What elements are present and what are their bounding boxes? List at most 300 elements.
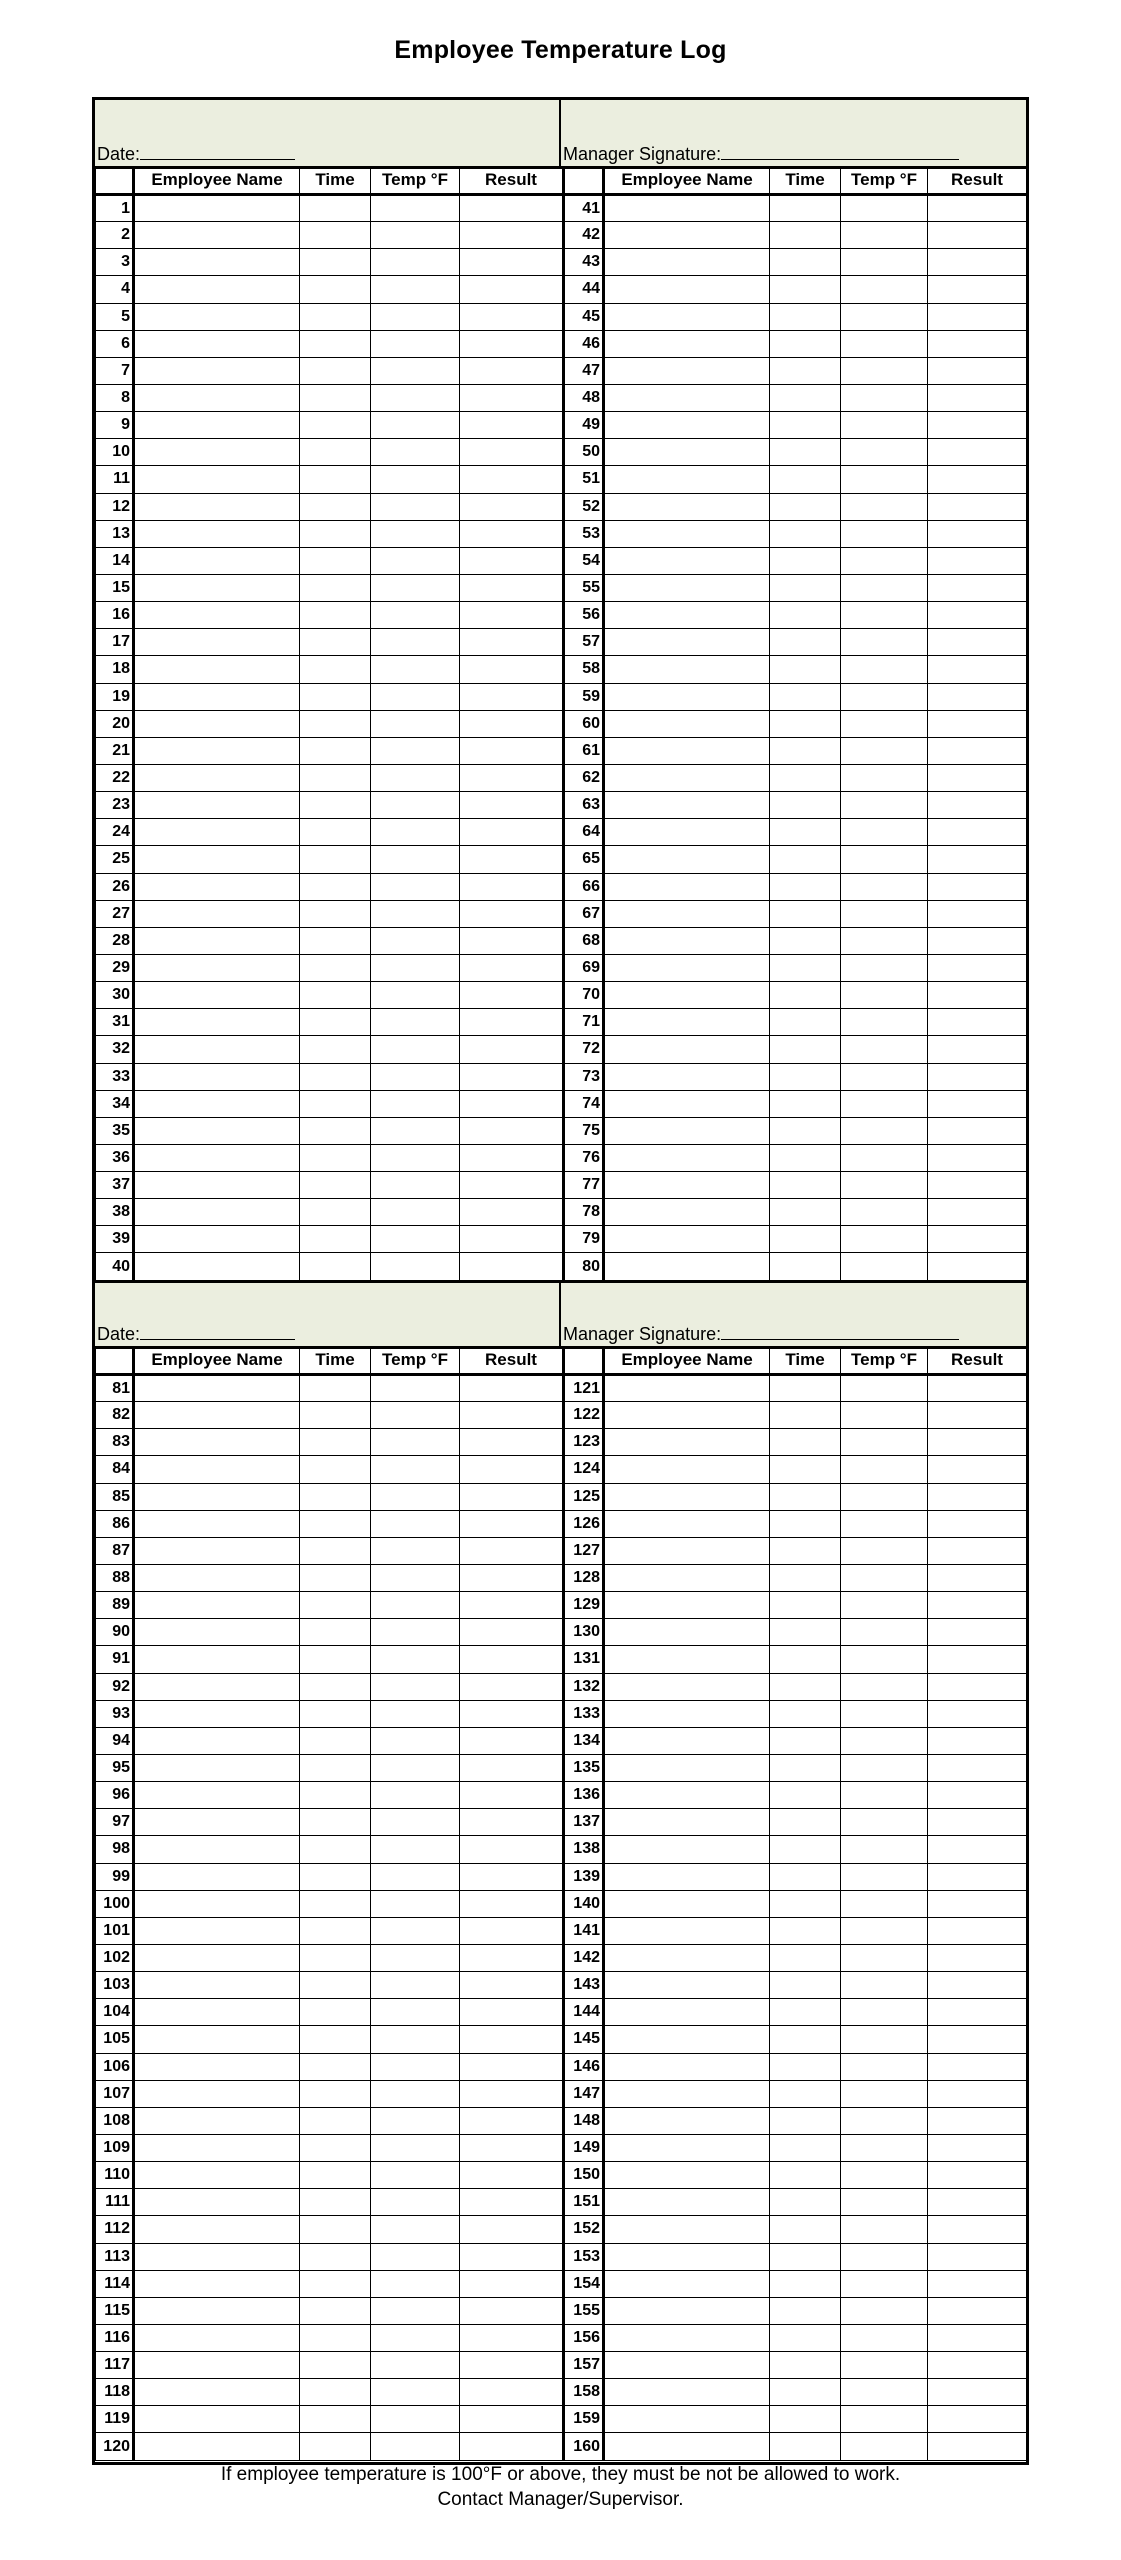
result-cell[interactable]	[928, 1510, 1027, 1537]
temp-cell[interactable]	[841, 737, 928, 764]
employee-name-cell[interactable]	[604, 1673, 770, 1700]
temp-cell[interactable]	[841, 1063, 928, 1090]
result-cell[interactable]	[928, 2080, 1027, 2107]
temp-cell[interactable]	[371, 249, 460, 276]
manager-signature-field[interactable]	[721, 1324, 959, 1340]
result-cell[interactable]	[460, 2080, 564, 2107]
result-cell[interactable]	[460, 2324, 564, 2351]
time-cell[interactable]	[770, 1972, 841, 1999]
temp-cell[interactable]	[371, 222, 460, 249]
temp-cell[interactable]	[371, 1117, 460, 1144]
temp-cell[interactable]	[841, 2189, 928, 2216]
employee-name-cell[interactable]	[134, 1375, 300, 1402]
time-cell[interactable]	[770, 2216, 841, 2243]
temp-cell[interactable]	[371, 1253, 460, 1280]
temp-cell[interactable]	[371, 1036, 460, 1063]
employee-name-cell[interactable]	[134, 683, 300, 710]
employee-name-cell[interactable]	[604, 656, 770, 683]
employee-name-cell[interactable]	[604, 2379, 770, 2406]
result-cell[interactable]	[460, 1809, 564, 1836]
time-cell[interactable]	[770, 1009, 841, 1036]
time-cell[interactable]	[300, 954, 371, 981]
time-cell[interactable]	[300, 1619, 371, 1646]
result-cell[interactable]	[928, 2053, 1027, 2080]
result-cell[interactable]	[928, 1402, 1027, 1429]
time-cell[interactable]	[770, 2379, 841, 2406]
temp-cell[interactable]	[841, 2216, 928, 2243]
temp-cell[interactable]	[841, 2352, 928, 2379]
result-cell[interactable]	[928, 384, 1027, 411]
temp-cell[interactable]	[841, 547, 928, 574]
temp-cell[interactable]	[841, 574, 928, 601]
time-cell[interactable]	[770, 656, 841, 683]
employee-name-cell[interactable]	[134, 1226, 300, 1253]
employee-name-cell[interactable]	[604, 195, 770, 222]
result-cell[interactable]	[928, 2352, 1027, 2379]
temp-cell[interactable]	[841, 1727, 928, 1754]
result-cell[interactable]	[928, 1036, 1027, 1063]
temp-cell[interactable]	[841, 2406, 928, 2433]
result-cell[interactable]	[928, 1700, 1027, 1727]
time-cell[interactable]	[770, 1253, 841, 1280]
result-cell[interactable]	[928, 1199, 1027, 1226]
result-cell[interactable]	[928, 1483, 1027, 1510]
temp-cell[interactable]	[371, 1700, 460, 1727]
employee-name-cell[interactable]	[134, 2107, 300, 2134]
time-cell[interactable]	[300, 1944, 371, 1971]
result-cell[interactable]	[460, 819, 564, 846]
temp-cell[interactable]	[841, 1144, 928, 1171]
result-cell[interactable]	[460, 927, 564, 954]
employee-name-cell[interactable]	[604, 1402, 770, 1429]
time-cell[interactable]	[300, 1402, 371, 1429]
temp-cell[interactable]	[371, 737, 460, 764]
temp-cell[interactable]	[371, 330, 460, 357]
temp-cell[interactable]	[371, 602, 460, 629]
employee-name-cell[interactable]	[604, 1144, 770, 1171]
result-cell[interactable]	[928, 2379, 1027, 2406]
employee-name-cell[interactable]	[604, 900, 770, 927]
employee-name-cell[interactable]	[134, 2216, 300, 2243]
time-cell[interactable]	[300, 1172, 371, 1199]
employee-name-cell[interactable]	[134, 1144, 300, 1171]
employee-name-cell[interactable]	[134, 303, 300, 330]
result-cell[interactable]	[460, 2270, 564, 2297]
temp-cell[interactable]	[841, 1537, 928, 1564]
temp-cell[interactable]	[371, 493, 460, 520]
time-cell[interactable]	[770, 2080, 841, 2107]
result-cell[interactable]	[460, 1375, 564, 1402]
temp-cell[interactable]	[841, 384, 928, 411]
time-cell[interactable]	[300, 792, 371, 819]
employee-name-cell[interactable]	[604, 2406, 770, 2433]
temp-cell[interactable]	[371, 2189, 460, 2216]
employee-name-cell[interactable]	[134, 710, 300, 737]
result-cell[interactable]	[928, 1144, 1027, 1171]
result-cell[interactable]	[928, 1836, 1027, 1863]
time-cell[interactable]	[300, 2162, 371, 2189]
time-cell[interactable]	[300, 1375, 371, 1402]
employee-name-cell[interactable]	[604, 1782, 770, 1809]
result-cell[interactable]	[460, 792, 564, 819]
employee-name-cell[interactable]	[604, 2026, 770, 2053]
employee-name-cell[interactable]	[604, 764, 770, 791]
temp-cell[interactable]	[371, 1144, 460, 1171]
employee-name-cell[interactable]	[134, 1863, 300, 1890]
employee-name-cell[interactable]	[134, 520, 300, 547]
temp-cell[interactable]	[841, 710, 928, 737]
temp-cell[interactable]	[371, 1673, 460, 1700]
time-cell[interactable]	[770, 819, 841, 846]
temp-cell[interactable]	[841, 1402, 928, 1429]
employee-name-cell[interactable]	[604, 412, 770, 439]
temp-cell[interactable]	[841, 1253, 928, 1280]
time-cell[interactable]	[770, 1809, 841, 1836]
time-cell[interactable]	[770, 792, 841, 819]
employee-name-cell[interactable]	[604, 1836, 770, 1863]
employee-name-cell[interactable]	[604, 2297, 770, 2324]
employee-name-cell[interactable]	[134, 764, 300, 791]
time-cell[interactable]	[300, 1009, 371, 1036]
employee-name-cell[interactable]	[604, 2216, 770, 2243]
result-cell[interactable]	[460, 1090, 564, 1117]
result-cell[interactable]	[928, 683, 1027, 710]
temp-cell[interactable]	[371, 1836, 460, 1863]
employee-name-cell[interactable]	[604, 1510, 770, 1537]
result-cell[interactable]	[928, 1537, 1027, 1564]
temp-cell[interactable]	[841, 2270, 928, 2297]
result-cell[interactable]	[460, 1592, 564, 1619]
temp-cell[interactable]	[371, 873, 460, 900]
time-cell[interactable]	[300, 1537, 371, 1564]
employee-name-cell[interactable]	[604, 1754, 770, 1781]
result-cell[interactable]	[460, 954, 564, 981]
time-cell[interactable]	[770, 710, 841, 737]
result-cell[interactable]	[460, 547, 564, 574]
temp-cell[interactable]	[371, 1782, 460, 1809]
temp-cell[interactable]	[371, 2433, 460, 2460]
time-cell[interactable]	[300, 2216, 371, 2243]
time-cell[interactable]	[770, 2107, 841, 2134]
temp-cell[interactable]	[841, 1226, 928, 1253]
time-cell[interactable]	[770, 1890, 841, 1917]
time-cell[interactable]	[300, 2243, 371, 2270]
result-cell[interactable]	[928, 1646, 1027, 1673]
time-cell[interactable]	[300, 2107, 371, 2134]
employee-name-cell[interactable]	[134, 222, 300, 249]
employee-name-cell[interactable]	[604, 1090, 770, 1117]
temp-cell[interactable]	[371, 1090, 460, 1117]
employee-name-cell[interactable]	[604, 222, 770, 249]
temp-cell[interactable]	[371, 2216, 460, 2243]
time-cell[interactable]	[300, 1456, 371, 1483]
temp-cell[interactable]	[371, 1510, 460, 1537]
time-cell[interactable]	[770, 900, 841, 927]
result-cell[interactable]	[460, 1036, 564, 1063]
result-cell[interactable]	[460, 846, 564, 873]
employee-name-cell[interactable]	[604, 954, 770, 981]
result-cell[interactable]	[928, 2324, 1027, 2351]
time-cell[interactable]	[300, 1063, 371, 1090]
temp-cell[interactable]	[841, 1592, 928, 1619]
temp-cell[interactable]	[371, 1999, 460, 2026]
employee-name-cell[interactable]	[134, 1537, 300, 1564]
employee-name-cell[interactable]	[134, 384, 300, 411]
temp-cell[interactable]	[841, 982, 928, 1009]
result-cell[interactable]	[928, 2026, 1027, 2053]
time-cell[interactable]	[300, 384, 371, 411]
time-cell[interactable]	[300, 927, 371, 954]
employee-name-cell[interactable]	[134, 2080, 300, 2107]
temp-cell[interactable]	[841, 1917, 928, 1944]
employee-name-cell[interactable]	[134, 439, 300, 466]
time-cell[interactable]	[300, 1700, 371, 1727]
time-cell[interactable]	[770, 2297, 841, 2324]
result-cell[interactable]	[460, 1754, 564, 1781]
time-cell[interactable]	[770, 1863, 841, 1890]
result-cell[interactable]	[928, 737, 1027, 764]
time-cell[interactable]	[770, 1456, 841, 1483]
time-cell[interactable]	[770, 520, 841, 547]
employee-name-cell[interactable]	[134, 1944, 300, 1971]
time-cell[interactable]	[770, 1172, 841, 1199]
temp-cell[interactable]	[841, 1754, 928, 1781]
employee-name-cell[interactable]	[604, 1917, 770, 1944]
result-cell[interactable]	[460, 2162, 564, 2189]
employee-name-cell[interactable]	[604, 1199, 770, 1226]
time-cell[interactable]	[300, 1917, 371, 1944]
temp-cell[interactable]	[371, 982, 460, 1009]
time-cell[interactable]	[770, 1700, 841, 1727]
employee-name-cell[interactable]	[134, 1564, 300, 1591]
result-cell[interactable]	[928, 2189, 1027, 2216]
temp-cell[interactable]	[841, 1483, 928, 1510]
result-cell[interactable]	[460, 357, 564, 384]
result-cell[interactable]	[928, 1090, 1027, 1117]
temp-cell[interactable]	[841, 412, 928, 439]
result-cell[interactable]	[460, 1009, 564, 1036]
employee-name-cell[interactable]	[134, 276, 300, 303]
employee-name-cell[interactable]	[604, 873, 770, 900]
temp-cell[interactable]	[371, 520, 460, 547]
temp-cell[interactable]	[371, 1429, 460, 1456]
time-cell[interactable]	[770, 1036, 841, 1063]
temp-cell[interactable]	[371, 846, 460, 873]
time-cell[interactable]	[300, 1483, 371, 1510]
time-cell[interactable]	[770, 574, 841, 601]
result-cell[interactable]	[928, 1863, 1027, 1890]
result-cell[interactable]	[460, 574, 564, 601]
employee-name-cell[interactable]	[604, 1172, 770, 1199]
employee-name-cell[interactable]	[134, 574, 300, 601]
time-cell[interactable]	[770, 466, 841, 493]
temp-cell[interactable]	[371, 1809, 460, 1836]
temp-cell[interactable]	[841, 1890, 928, 1917]
time-cell[interactable]	[770, 1063, 841, 1090]
time-cell[interactable]	[300, 2297, 371, 2324]
employee-name-cell[interactable]	[134, 2189, 300, 2216]
result-cell[interactable]	[928, 1999, 1027, 2026]
temp-cell[interactable]	[841, 466, 928, 493]
employee-name-cell[interactable]	[604, 1253, 770, 1280]
time-cell[interactable]	[770, 764, 841, 791]
temp-cell[interactable]	[841, 2134, 928, 2161]
temp-cell[interactable]	[841, 2026, 928, 2053]
temp-cell[interactable]	[841, 439, 928, 466]
employee-name-cell[interactable]	[134, 1999, 300, 2026]
temp-cell[interactable]	[371, 2162, 460, 2189]
temp-cell[interactable]	[371, 1917, 460, 1944]
employee-name-cell[interactable]	[604, 1036, 770, 1063]
temp-cell[interactable]	[371, 1592, 460, 1619]
result-cell[interactable]	[928, 412, 1027, 439]
result-cell[interactable]	[460, 2297, 564, 2324]
employee-name-cell[interactable]	[134, 873, 300, 900]
result-cell[interactable]	[460, 602, 564, 629]
result-cell[interactable]	[460, 737, 564, 764]
employee-name-cell[interactable]	[604, 1483, 770, 1510]
employee-name-cell[interactable]	[604, 384, 770, 411]
temp-cell[interactable]	[841, 1009, 928, 1036]
time-cell[interactable]	[770, 1510, 841, 1537]
result-cell[interactable]	[460, 1619, 564, 1646]
date-field[interactable]	[140, 1324, 295, 1340]
temp-cell[interactable]	[841, 249, 928, 276]
time-cell[interactable]	[300, 439, 371, 466]
time-cell[interactable]	[300, 1199, 371, 1226]
time-cell[interactable]	[300, 466, 371, 493]
temp-cell[interactable]	[371, 574, 460, 601]
result-cell[interactable]	[460, 1972, 564, 1999]
employee-name-cell[interactable]	[604, 1537, 770, 1564]
temp-cell[interactable]	[841, 683, 928, 710]
result-cell[interactable]	[928, 1619, 1027, 1646]
employee-name-cell[interactable]	[134, 629, 300, 656]
result-cell[interactable]	[928, 710, 1027, 737]
temp-cell[interactable]	[371, 412, 460, 439]
temp-cell[interactable]	[371, 1199, 460, 1226]
result-cell[interactable]	[460, 629, 564, 656]
result-cell[interactable]	[928, 249, 1027, 276]
result-cell[interactable]	[460, 493, 564, 520]
employee-name-cell[interactable]	[134, 1483, 300, 1510]
result-cell[interactable]	[460, 2134, 564, 2161]
employee-name-cell[interactable]	[604, 249, 770, 276]
time-cell[interactable]	[770, 547, 841, 574]
temp-cell[interactable]	[371, 195, 460, 222]
time-cell[interactable]	[770, 1754, 841, 1781]
result-cell[interactable]	[928, 439, 1027, 466]
result-cell[interactable]	[460, 873, 564, 900]
temp-cell[interactable]	[371, 1944, 460, 1971]
employee-name-cell[interactable]	[134, 602, 300, 629]
temp-cell[interactable]	[841, 195, 928, 222]
result-cell[interactable]	[460, 412, 564, 439]
time-cell[interactable]	[300, 249, 371, 276]
temp-cell[interactable]	[371, 683, 460, 710]
result-cell[interactable]	[460, 764, 564, 791]
temp-cell[interactable]	[371, 1375, 460, 1402]
result-cell[interactable]	[928, 276, 1027, 303]
result-cell[interactable]	[460, 656, 564, 683]
temp-cell[interactable]	[371, 1063, 460, 1090]
employee-name-cell[interactable]	[604, 1700, 770, 1727]
result-cell[interactable]	[928, 1917, 1027, 1944]
temp-cell[interactable]	[371, 2297, 460, 2324]
result-cell[interactable]	[460, 1863, 564, 1890]
time-cell[interactable]	[770, 2352, 841, 2379]
result-cell[interactable]	[928, 1564, 1027, 1591]
time-cell[interactable]	[300, 737, 371, 764]
employee-name-cell[interactable]	[134, 1809, 300, 1836]
employee-name-cell[interactable]	[604, 1944, 770, 1971]
temp-cell[interactable]	[371, 466, 460, 493]
time-cell[interactable]	[770, 1117, 841, 1144]
result-cell[interactable]	[928, 1782, 1027, 1809]
result-cell[interactable]	[928, 493, 1027, 520]
temp-cell[interactable]	[841, 764, 928, 791]
temp-cell[interactable]	[841, 846, 928, 873]
temp-cell[interactable]	[371, 1646, 460, 1673]
time-cell[interactable]	[770, 1727, 841, 1754]
employee-name-cell[interactable]	[604, 2433, 770, 2460]
time-cell[interactable]	[300, 547, 371, 574]
employee-name-cell[interactable]	[604, 2243, 770, 2270]
temp-cell[interactable]	[371, 954, 460, 981]
time-cell[interactable]	[770, 1564, 841, 1591]
employee-name-cell[interactable]	[604, 276, 770, 303]
employee-name-cell[interactable]	[604, 1226, 770, 1253]
employee-name-cell[interactable]	[604, 2134, 770, 2161]
time-cell[interactable]	[300, 222, 371, 249]
result-cell[interactable]	[928, 2107, 1027, 2134]
temp-cell[interactable]	[371, 1863, 460, 1890]
employee-name-cell[interactable]	[134, 792, 300, 819]
employee-name-cell[interactable]	[604, 2189, 770, 2216]
time-cell[interactable]	[770, 2053, 841, 2080]
time-cell[interactable]	[300, 520, 371, 547]
result-cell[interactable]	[928, 656, 1027, 683]
employee-name-cell[interactable]	[134, 737, 300, 764]
employee-name-cell[interactable]	[604, 2053, 770, 2080]
employee-name-cell[interactable]	[604, 1429, 770, 1456]
employee-name-cell[interactable]	[134, 2134, 300, 2161]
result-cell[interactable]	[460, 2107, 564, 2134]
result-cell[interactable]	[460, 2433, 564, 2460]
employee-name-cell[interactable]	[604, 629, 770, 656]
employee-name-cell[interactable]	[604, 2162, 770, 2189]
time-cell[interactable]	[770, 412, 841, 439]
time-cell[interactable]	[770, 439, 841, 466]
employee-name-cell[interactable]	[134, 1172, 300, 1199]
employee-name-cell[interactable]	[604, 737, 770, 764]
time-cell[interactable]	[300, 2026, 371, 2053]
time-cell[interactable]	[300, 656, 371, 683]
temp-cell[interactable]	[841, 1809, 928, 1836]
temp-cell[interactable]	[371, 2406, 460, 2433]
employee-name-cell[interactable]	[604, 2352, 770, 2379]
result-cell[interactable]	[460, 303, 564, 330]
temp-cell[interactable]	[841, 357, 928, 384]
temp-cell[interactable]	[371, 1754, 460, 1781]
employee-name-cell[interactable]	[134, 1429, 300, 1456]
employee-name-cell[interactable]	[134, 1727, 300, 1754]
employee-name-cell[interactable]	[604, 1063, 770, 1090]
time-cell[interactable]	[300, 1809, 371, 1836]
result-cell[interactable]	[460, 1727, 564, 1754]
temp-cell[interactable]	[841, 276, 928, 303]
time-cell[interactable]	[770, 1483, 841, 1510]
